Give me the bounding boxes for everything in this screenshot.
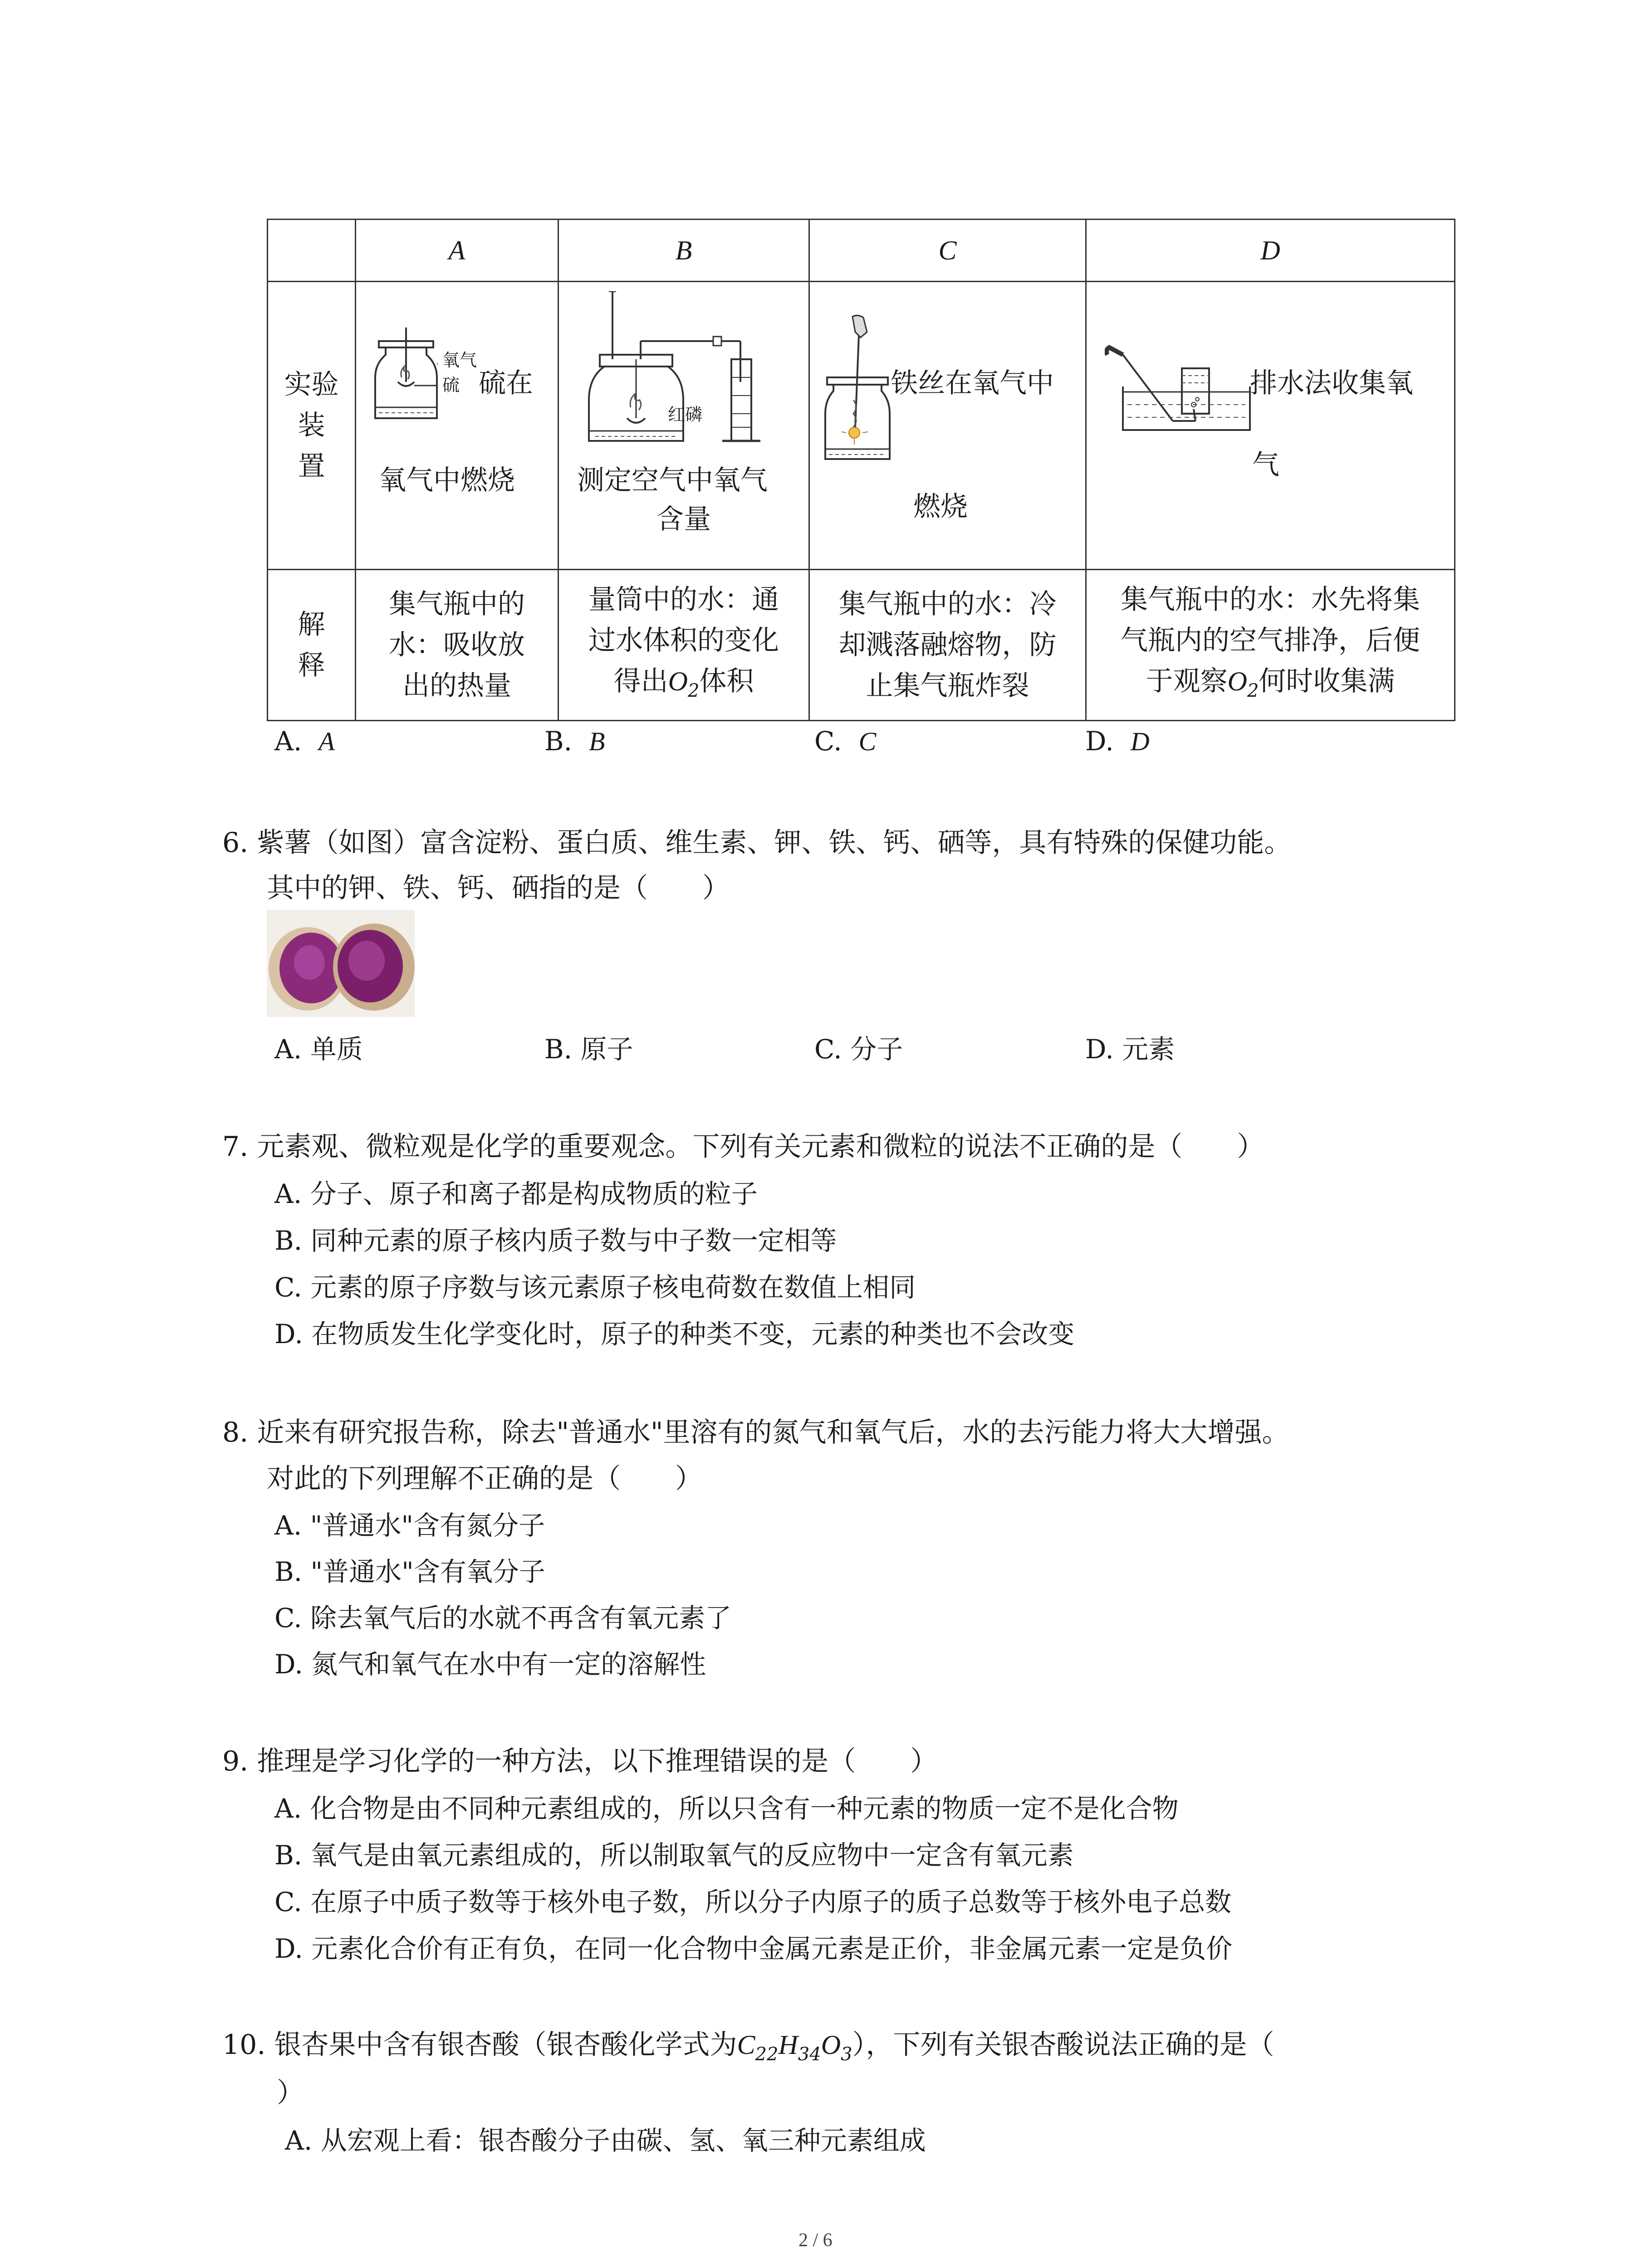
table-row-explanation (268, 570, 1455, 721)
q8-option-a[interactable]: A. "普通水"含有氮分子 (274, 1510, 545, 1541)
purple-sweet-potato-image (267, 910, 415, 1017)
apparatus-a-tag-oxygen: 氧气 (442, 350, 477, 370)
row-label-apparatus: 实验 装 置 (268, 282, 356, 570)
q9-option-c[interactable]: C. 在原子中质子数等于核外电子数，所以分子内原子的质子总数等于核外电子总数 (274, 1887, 1232, 1917)
header-cell-a: A (356, 220, 558, 282)
q7-option-b[interactable]: B. 同种元素的原子核内质子数与中子数一定相等 (274, 1225, 837, 1256)
q6-option-d[interactable]: D. 元素 (1085, 1034, 1175, 1065)
apparatus-d-title-part1: 排水法收集氧 (1250, 367, 1413, 399)
q10-stem-line2: ） (277, 2077, 304, 2109)
apparatus-b-title-part2: 含量 (656, 503, 711, 535)
q7-option-d[interactable]: D. 在物质发生化学变化时，原子的种类不变，元素的种类也不会改变 (274, 1319, 1075, 1349)
row-label-explanation: 解 释 (268, 570, 356, 721)
q6-stem-line1: 6. 紫薯（如图）富含淀粉、蛋白质、维生素、钾、铁、钙、硒等，具有特殊的保健功能。 (222, 827, 1292, 859)
q10-option-a[interactable]: A. 从宏观上看：银杏酸分子由碳、氢、氧三种元素组成 (285, 2125, 926, 2156)
sulfur-burning-apparatus-diagram (370, 327, 438, 427)
apparatus-b-title-part1: 测定空气中氧气 (577, 464, 768, 496)
q5-option-b[interactable]: B. B (544, 726, 605, 757)
header-cell-empty (268, 220, 356, 282)
q5-option-d[interactable]: D. D (1085, 726, 1150, 757)
q6-option-b[interactable]: B. 原子 (544, 1034, 633, 1065)
q7-stem: 7. 元素观、微粒观是化学的重要观念。下列有关元素和微粒的说法不正确的是（ ） (222, 1131, 1264, 1163)
q10-stem-line1: 10. 银杏果中含有银杏酸（银杏酸化学式为$C_{22}H_{34}O_3$），下列有关银杏酸说法正确的是（ (222, 2029, 1274, 2065)
q8-option-c[interactable]: C. 除去氧气后的水就不再含有氧元素了 (274, 1603, 732, 1633)
header-cell-c: C (809, 220, 1086, 282)
water-displacement-collection-diagram (1105, 341, 1254, 432)
apparatus-cell-d (1086, 282, 1455, 570)
explanation-cell-d: 集气瓶中的水：水先将集 气瓶内的空气排净，后便 于观察$O_2$何时收集满 (1086, 570, 1455, 721)
apparatus-c-title-part1: 铁丝在氧气中 (891, 367, 1054, 399)
q5-option-c[interactable]: C. C (814, 726, 877, 757)
apparatus-a-title-part1: 硫在 (479, 367, 533, 399)
apparatus-cell-b (558, 282, 809, 570)
iron-wire-burning-apparatus-diagram (823, 314, 892, 464)
page-number: 2 / 6 (798, 2230, 833, 2251)
apparatus-cell-a (356, 282, 558, 570)
q6-option-a[interactable]: A. 单质 (274, 1034, 363, 1065)
apparatus-cell-c (809, 282, 1086, 570)
q6-stem-line2: 其中的钾、铁、钙、硒指的是（ ） (267, 872, 730, 904)
q5-option-a[interactable]: A. A (274, 726, 335, 757)
apparatus-d-title-part2: 气 (1252, 449, 1279, 481)
q9-option-b[interactable]: B. 氧气是由氧元素组成的，所以制取氧气的反应物中一定含有氧元素 (274, 1840, 1074, 1871)
q6-option-c[interactable]: C. 分子 (814, 1034, 903, 1065)
apparatus-a-title-part2: 氧气中燃烧 (379, 464, 515, 496)
apparatus-a-tag-sulfur: 硫 (442, 375, 460, 395)
table-header-row (268, 220, 1455, 282)
q7-option-a[interactable]: A. 分子、原子和离子都是构成物质的粒子 (274, 1178, 758, 1209)
q8-stem-line2: 对此的下列理解不正确的是（ ） (267, 1463, 702, 1495)
header-cell-d: D (1086, 220, 1455, 282)
explanation-cell-c: 集气瓶中的水：冷 却溅落融熔物，防 止集气瓶炸裂 (809, 570, 1086, 721)
explanation-cell-b: 量筒中的水：通 过水体积的变化 得出$O_2$体积 (558, 570, 809, 721)
q9-option-a[interactable]: A. 化合物是由不同种元素组成的，所以只含有一种元素的物质一定不是化合物 (274, 1793, 1179, 1824)
header-cell-b: B (558, 220, 809, 282)
experiment-table (267, 219, 1455, 721)
q7-option-c[interactable]: C. 元素的原子序数与该元素原子核电荷数在数值上相同 (274, 1272, 916, 1303)
q8-option-d[interactable]: D. 氮气和氧气在水中有一定的溶解性 (274, 1649, 706, 1680)
q8-stem-line1: 8. 近来有研究报告称，除去"普通水"里溶有的氮气和氧气后，水的去污能力将大大增强。 (222, 1417, 1289, 1448)
table-row-apparatus (268, 282, 1455, 570)
apparatus-c-title-part2: 燃烧 (913, 491, 968, 523)
q9-stem: 9. 推理是学习化学的一种方法，以下推理错误的是（ ） (222, 1745, 938, 1777)
q8-option-b[interactable]: B. "普通水"含有氧分子 (274, 1556, 545, 1587)
q9-option-d[interactable]: D. 元素化合价有正有负，在同一化合物中金属元素是正价，非金属元素一定是负价 (274, 1933, 1233, 1964)
apparatus-b-tag-red-phosphorus: 红磷 (668, 405, 703, 425)
explanation-cell-a: 集气瓶中的 水：吸收放 出的热量 (356, 570, 558, 721)
